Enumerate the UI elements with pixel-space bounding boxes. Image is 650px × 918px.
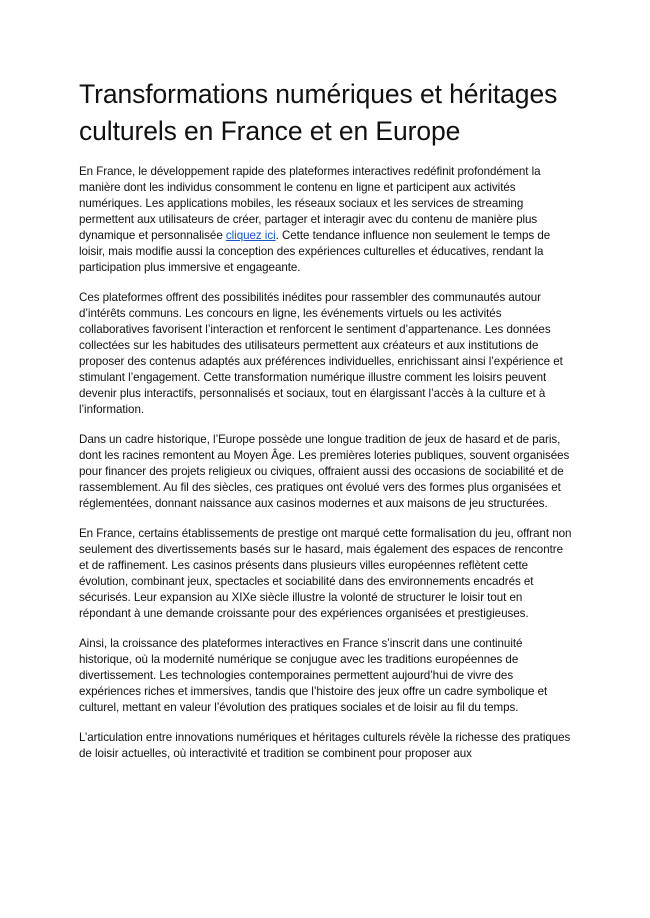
paragraph-2: Ces plateformes offrent des possibilités inédites pour rassembler des communautés autour d’intérêts communs. Les concours en ligne, les événements virtuels ou les activités collaboratives favorisent l’interaction et renforcent le sentiment d’appartenance. Les données collectées sur les habitudes des utilisateurs permettent aux créateurs et aux institutions de proposer des contenus adaptés aux préférences individuelles, enrichissant ainsi l’expérience et stimulant l’engagement. Cette transformation numérique illustre comment les loisirs peuvent devenir plus interactifs, personnalisés et sociaux, tout en élargissant l’accès à la culture et à l’information. xyxy=(79,291,563,416)
paragraph-6: L’articulation entre innovations numériques et héritages culturels révèle la richesse des pratiques de loisir actuelles, où interactivité et tradition se combinent pour proposer aux xyxy=(79,731,571,760)
cliquez-ici-link[interactable]: cliquez ici xyxy=(225,229,276,242)
paragraph-5: Ainsi, la croissance des plateformes interactives en France s’inscrit dans une continuité historique, où la modernité numérique se conjugue avec les traditions européennes de divertissement. Les technologies contemporaines permettent aujourd’hui de vivre des expériences riches et immersives, tandis que l’histoire des jeux offre un cadre symbolique et culturel, mettant en valeur l’évolution des pratiques sociales et de loisir au fil du temps. xyxy=(79,637,548,714)
document-title: Transformations numériques et héritages culturels en France et en Europe xyxy=(79,79,558,146)
paragraph-4: En France, certains établissements de prestige ont marqué cette formalisation du jeu, offrant non seulement des divertissements basés sur le hasard, mais également des espaces de rencontre et de raffinement. Les casinos présents dans plusieurs villes européennes reflètent cette évolution, combinant jeux, spectacles et sociabilité dans des environnements encadrés et sécurisés. Leur expansion au XIXe siècle illustre la volonté de structurer le loisir tout en répondant à une demande croissante pour des expériences organisées et prestigieuses. xyxy=(79,527,572,620)
paragraph-3: Dans un cadre historique, l’Europe possède une longue tradition de jeux de hasard et de paris, dont les racines remontent au Moyen Âge. Les premières loteries publiques, souvent organisées pour financer des projets religieux ou civiques, offraient aussi des occasions de sociabilité et de rassemblement. Au fil des siècles, ces pratiques ont évolué vers des formes plus organisées et réglementées, donnant naissance aux casinos modernes et aux maisons de jeu structurées. xyxy=(79,433,570,510)
paragraph-1-text-before-link: En France, le développement rapide des plateformes interactives redéfinit profondément la manière dont les individus consomment le contenu en ligne et participent aux activités numériques. Les applications mobiles, les réseaux sociaux et les services de streaming permettent aux utilisateurs de créer, partager et interagir avec du contenu de manière plus dynamique et personnalisée xyxy=(79,165,541,242)
document-page xyxy=(79,76,574,776)
paragraph-1-text-after-link: . Cette tendance influence non seulement le temps de loisir, mais modifie aussi la conception des expériences culturelles et éducatives, rendant la participation plus immersive et engageante. xyxy=(79,229,551,274)
paragraph-1 xyxy=(79,164,574,276)
